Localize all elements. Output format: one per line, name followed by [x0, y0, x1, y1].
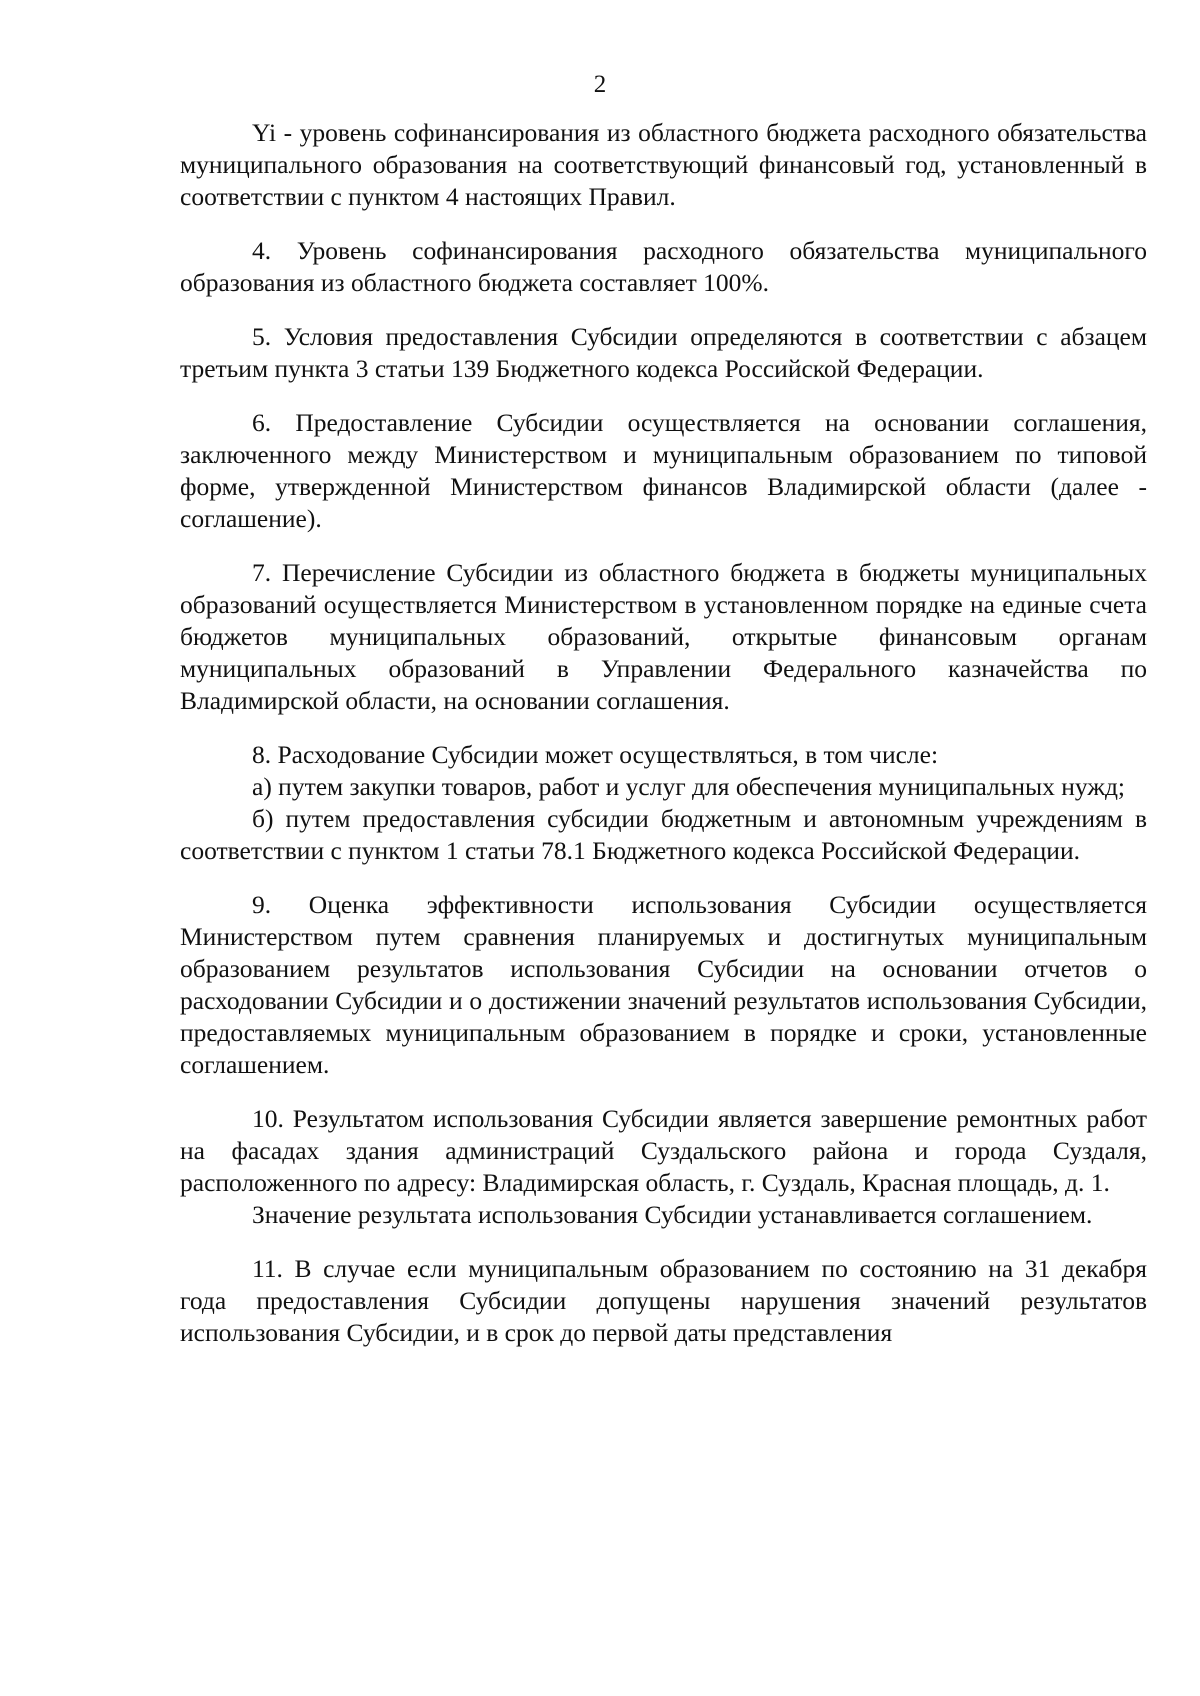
paragraph-7: 7. Перечисление Субсидии из областного бюджета в бюджеты муниципальных образований осуществляется Министерством в установленном порядке на единые счета бюджетов муниципальных образований, открытые финансовым органам муниципальных образований в Управлении Федерального казначейства по Владимирской области, на основании соглашения. — [180, 558, 1147, 715]
paragraph-10-value: Значение результата использования Субсидии устанавливается соглашением. — [252, 1200, 1093, 1229]
paragraph-8: 8. Расходование Субсидии может осуществляться, в том числе: — [252, 740, 939, 769]
paragraph-11: 11. В случае если муниципальным образованием по состоянию на 31 декабря года предоставления Субсидии допущены нарушения значений результатов использования Субсидии, и в срок до первой даты представления — [180, 1254, 1147, 1347]
paragraph-8a: а) путем закупки товаров, работ и услуг для обеспечения муниципальных нужд; — [252, 772, 1126, 801]
paragraph-5: 5. Условия предоставления Субсидии определяются в соответствии с абзацем третьим пункта 3 статьи 139 Бюджетного кодекса Российской Федерации. — [180, 322, 1147, 383]
paragraph-9: 9. Оценка эффективности использования Субсидии осуществляется Министерством путем сравнения планируемых и достигнутых муниципальным образованием результатов использования Субсидии на основании отчетов о расходовании Субсидии и о достижении значений результатов использования Субсидии, предоставляемых муниципальным образованием в порядке и сроки, установленные соглашением. — [180, 890, 1147, 1079]
paragraph-10: 10. Результатом использования Субсидии является завершение ремонтных работ на фасадах здания администраций Суздальского района и города Суздаля, расположенного по адресу: Владимирская область, г. Суздаль, Красная площадь, д. 1. — [180, 1104, 1147, 1197]
paragraph-6: 6. Предоставление Субсидии осуществляется на основании соглашения, заключенного между Министерством и муниципальным образованием по типовой форме, утвержденной Министерством финансов Владимирской области (далее - соглашение). — [180, 408, 1147, 533]
page-number: 2 — [593, 71, 607, 98]
document-body — [180, 117, 1147, 1349]
paragraph-4: 4. Уровень софинансирования расходного обязательства муниципального образования из областного бюджета составляет 100%. — [180, 236, 1147, 297]
paragraph-8b: б) путем предоставления субсидии бюджетным и автономным учреждениям в соответствии с пунктом 1 статьи 78.1 Бюджетного кодекса Российской Федерации. — [180, 804, 1147, 865]
paragraph-yi-definition: Yi - уровень софинансирования из областного бюджета расходного обязательства муниципального образования на соответствующий финансовый год, установленный в соответствии с пунктом 4 настоящих Правил. — [180, 118, 1147, 211]
